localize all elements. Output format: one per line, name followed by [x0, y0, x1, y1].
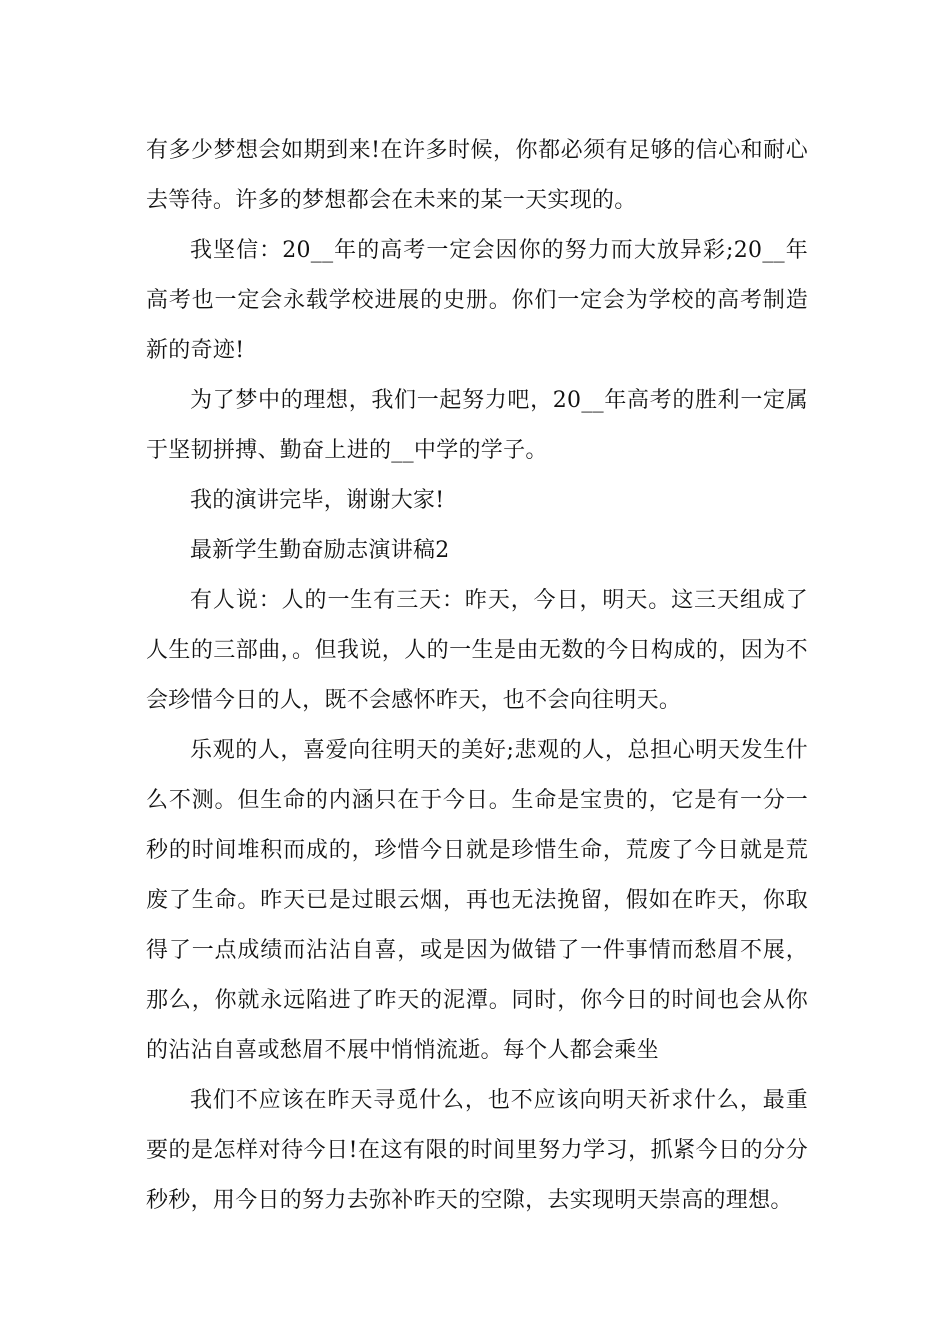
paragraph-closing: 我的演讲完毕，谢谢大家!: [190, 488, 445, 513]
paragraph: 为了梦中的理想，我们一起努力吧，20__年高考的胜利一定属于坚韧拼搏、勤奋上进的__中学的学子。: [146, 388, 808, 463]
paragraph: 我坚信：20__年的高考一定会因你的努力而大放异彩;20__年高考也一定会永载学校进展的史册。你们一定会为学校的高考制造新的奇迹!: [146, 238, 808, 363]
paragraph: 有人说：人的一生有三天：昨天，今日，明天。这三天组成了人生的三部曲，。但我说，人的一生是由无数的今日构成的，因为不会珍惜今日的人，既不会感怀昨天，也不会向往明天。: [146, 588, 808, 713]
paragraph-continued: 有多少梦想会如期到来!在许多时候，你都必须有足够的信心和耐心去等待。许多的梦想都会在未来的某一天实现的。: [146, 138, 808, 213]
paragraph: 我们不应该在昨天寻觅什么，也不应该向明天祈求什么，最重要的是怎样对待今日!在这有限的时间里努力学习，抓紧今日的分分秒秒，用今日的努力去弥补昨天的空隙，去实现明天崇高的理想。: [146, 1088, 808, 1213]
document-body: [146, 126, 808, 1226]
section-heading: 最新学生勤奋励志演讲稿2: [190, 538, 450, 563]
paragraph: 乐观的人，喜爱向往明天的美好;悲观的人，总担心明天发生什么不测。但生命的内涵只在于今日。生命是宝贵的，它是有一分一秒的时间堆积而成的，珍惜今日就是珍惜生命，荒废了今日就是荒废了生命。昨天已是过眼云烟，再也无法挽留，假如在昨天，你取得了一点成绩而沾沾自喜，或是因为做错了一件事情而愁眉不展，那么，你就永远陷进了昨天的泥潭。同时，你今日的时间也会从你的沾沾自喜或愁眉不展中悄悄流逝。每个人都会乘坐: [146, 738, 808, 1063]
